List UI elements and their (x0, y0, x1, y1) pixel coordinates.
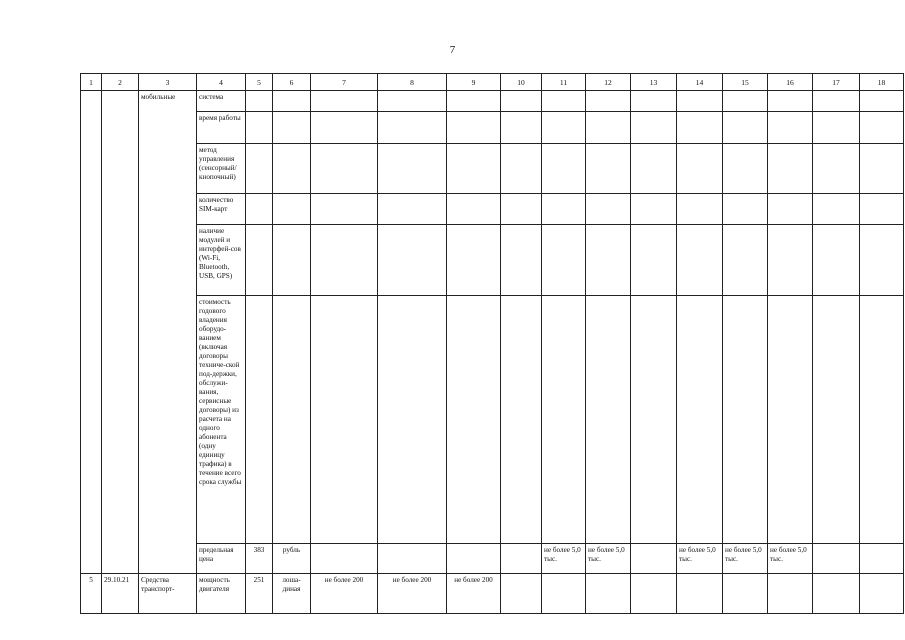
column-number: 10 (501, 74, 542, 91)
column-number-row (81, 74, 904, 91)
column-number: 14 (677, 74, 723, 91)
characteristic-cell: стоимость годового владения оборудо-ванием (включая договоры техниче-ской под-держки, обслужи-вания, сервисные договоры) из расчета на одного абонента (одну единицу трафика) в течение всего срока службы (197, 296, 246, 544)
table-row (81, 144, 904, 194)
okei-code-cell: 251 (246, 574, 273, 614)
value-cell: не более 5,0 тыс. (768, 544, 813, 574)
table-row (81, 225, 904, 296)
characteristic-cell: предельная цена (197, 544, 246, 574)
characteristic-cell: время работы (197, 112, 246, 144)
characteristic-cell: система (197, 91, 246, 112)
unit-cell: лоша-диная (273, 574, 311, 614)
characteristic-cell: количество SIM-карт (197, 194, 246, 225)
unit-cell: рубль (273, 544, 311, 574)
row-number-cell (81, 91, 102, 574)
column-number: 15 (723, 74, 768, 91)
okpd2-cell: 29.10.21 (102, 574, 139, 614)
characteristic-cell: мощность двигателя (197, 574, 246, 614)
category-cell: мобильные (139, 91, 197, 574)
column-number: 9 (447, 74, 501, 91)
okei-code-cell: 383 (246, 544, 273, 574)
column-number: 2 (102, 74, 139, 91)
column-number: 17 (813, 74, 860, 91)
value-cell: не более 200 (447, 574, 501, 614)
column-number: 4 (197, 74, 246, 91)
column-number: 11 (542, 74, 586, 91)
row-number-cell: 5 (81, 574, 102, 614)
characteristic-cell: наличие модулей и интерфей-сов (Wi-Fi, Bluetooth, USB, GPS) (197, 225, 246, 296)
column-number: 5 (246, 74, 273, 91)
category-cell: Средства транспорт- (139, 574, 197, 614)
column-number: 13 (631, 74, 677, 91)
column-number: 3 (139, 74, 197, 91)
column-number: 18 (860, 74, 904, 91)
value-cell: не более 5,0 тыс. (677, 544, 723, 574)
column-number: 7 (311, 74, 378, 91)
table-row (81, 296, 904, 544)
table-row (81, 112, 904, 144)
column-number: 8 (378, 74, 447, 91)
value-cell: не более 200 (378, 574, 447, 614)
spec-table (80, 73, 904, 614)
okpd2-cell (102, 91, 139, 574)
value-cell: не более 5,0 тыс. (542, 544, 586, 574)
value-cell: не более 200 (311, 574, 378, 614)
page-number: 7 (449, 44, 456, 56)
table-row (81, 574, 904, 614)
characteristic-cell: метод управления (сенсорный/ кнопочный) (197, 144, 246, 194)
value-cell: не более 5,0 тыс. (723, 544, 768, 574)
column-number: 1 (81, 74, 102, 91)
table-row (81, 91, 904, 112)
table-row (81, 544, 904, 574)
column-number: 16 (768, 74, 813, 91)
column-number: 12 (586, 74, 631, 91)
value-cell: не более 5,0 тыс. (586, 544, 631, 574)
table-row (81, 194, 904, 225)
column-number: 6 (273, 74, 311, 91)
